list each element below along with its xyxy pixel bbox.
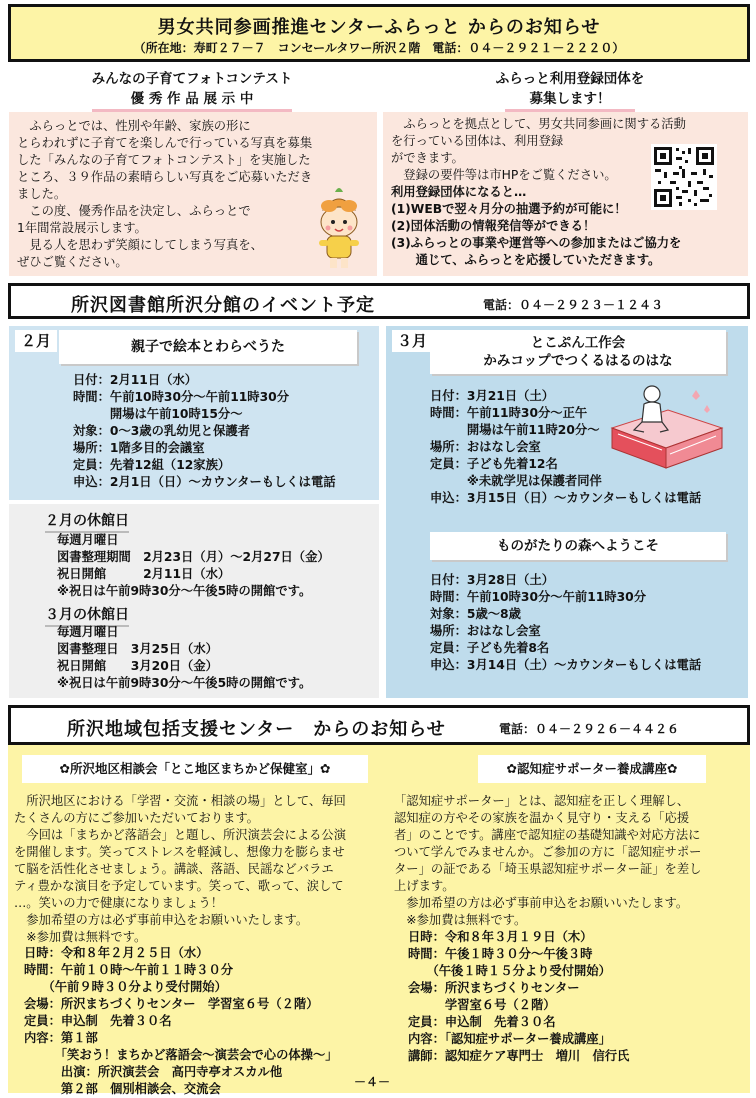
feb-closure-heading: ２月の休館日: [45, 510, 129, 533]
detail-line: 日時：令和８年２月２５日（水）: [24, 946, 209, 960]
detail-line: 講師：認知症ケア専門士 増川 信行氏: [408, 1049, 630, 1063]
closures-panel: [9, 504, 379, 698]
library-header: [8, 283, 750, 319]
detail-line: 内容：第１部: [24, 1031, 98, 1045]
registration-heading-2: 募集します！: [505, 87, 635, 112]
text-line: した「みんなの子育てフォトコンテスト」を実施した: [17, 153, 311, 167]
text-line: ました。: [17, 187, 67, 201]
detail-line: 時間：午後１時３０分～午後３時: [408, 947, 593, 961]
detail-line: 対象：0～3歳の乳幼児と保護者: [73, 424, 250, 438]
detail-line: 時間：午前10時30分～午前11時30分: [430, 590, 647, 604]
consultation-body: [14, 793, 346, 946]
feb-event-details: [73, 372, 336, 491]
qr-code-icon[interactable]: [651, 144, 717, 210]
detail-line: 日付：2月11日（水）: [73, 373, 198, 387]
feb-closure-list: [57, 532, 330, 600]
mar-event1-title-line-1: とこぷん工作会: [530, 335, 626, 351]
registration-heading-1: ふらっと利用登録団体を: [495, 71, 645, 87]
text-line: たくさんの方にご参加いただいております。: [14, 811, 259, 825]
text-line: ※参加費は無料です。: [394, 913, 527, 927]
text-line: (3)ふらっとの事業や運営等への参加またはご協力を: [391, 236, 682, 250]
detail-line: 時間：午前１０時～午前１１時３０分: [24, 963, 234, 977]
detail-line: 時間：午前10時30分～午前11時30分: [73, 390, 290, 404]
detail-line: 日付：3月21日（土）: [430, 389, 555, 403]
detail-line: 申込：2月1日（日）～カウンターもしくは電話: [73, 475, 336, 489]
detail-line: 定員：申込制 先着３０名: [24, 1014, 172, 1028]
detail-line: 場所：おはなし会室: [430, 624, 541, 638]
support-center-phone: 電話：０４－２９２６－４４２６: [499, 722, 680, 736]
text-line: て脳を活性化させましょう。講談、落語、民謡などバラエ: [14, 862, 334, 876]
closure-line: 図書整理日 3月25日（水）: [57, 642, 218, 656]
text-line: ティ豊かな演目を予定しています。笑って、歌って、涙して: [14, 879, 344, 893]
text-line: …。笑いの力で健康になりましょう！: [14, 896, 224, 910]
photo-contest-panel: [9, 112, 377, 276]
text-line: 今回は「まちかど落語会」と題し、所沢演芸会による公演: [14, 828, 347, 842]
photo-contest-body: [17, 118, 312, 271]
detail-line: 対象：5歳～8歳: [430, 607, 521, 621]
library-header-phone: 電話：０４－２９２３－１２４３: [483, 298, 664, 312]
closure-line: 図書整理期間 2月23日（月）～2月27日（金）: [57, 550, 330, 564]
center-header-address: （所在地：寿町２７－７ コンセールタワー所沢２階 電話：０４－２９２１－２２２０）: [133, 41, 625, 55]
detail-line: 場所：1階多目的会議室: [73, 441, 205, 455]
center-header: [8, 4, 750, 62]
text-line: 利用登録団体になると…: [391, 185, 527, 199]
text-line: この度、優秀作品を決定し、ふらっとで: [17, 204, 251, 218]
detail-line: 会場：所沢まちづくりセンター: [408, 981, 580, 995]
text-line: ついて学んでみませんか。ご参加の方に「認知症サポー: [394, 845, 702, 859]
text-line: 参加希望の方は必ず事前申込をお願いいたします。: [394, 896, 689, 910]
photo-contest-heading-2: 優 秀 作 品 展 示 中: [92, 87, 292, 112]
closure-line: ※祝日は午前9時30分～午後5時の開館です。: [57, 676, 312, 690]
mar-event1-title-line-2: かみコップでつくるはるのはな: [483, 353, 673, 369]
detail-line: 定員：先着12組（12家族）: [73, 458, 231, 472]
text-line: 通じて、ふらっとを応援していただきます。: [391, 253, 661, 267]
text-line: 「認知症サポーター」とは、認知症を正しく理解し、: [394, 794, 690, 808]
text-line: ところ、３９作品の素晴らしい写真をご応募いただき: [17, 170, 313, 184]
detail-line: （午後１時１５分より受付開始）: [408, 964, 611, 978]
text-line: ター」の証である「埼玉県認知症サポーター証」を差し: [394, 862, 702, 876]
detail-line: 時間：午前11時30分～正午: [430, 406, 588, 420]
closure-line: ※祝日は午前9時30分～午後5時の開館です。: [57, 584, 312, 598]
closure-line: 祝日開館 2月11日（水）: [57, 567, 231, 581]
feb-event-title: 親子で絵本とわらべうた: [59, 330, 357, 364]
text-line: ができます。: [391, 151, 464, 165]
dementia-course-heading: ✿認知症サポーター養成講座✿: [478, 755, 706, 783]
center-header-title: 男女共同参画推進センターふらっと からのお知らせ: [157, 17, 601, 38]
registration-panel: [383, 112, 748, 276]
detail-line: 定員：申込制 先着３０名: [408, 1015, 556, 1029]
text-line: を開催します。笑ってストレスを軽減し、想像力を膨らませ: [14, 845, 345, 859]
text-line: (1)WEBで翌々月分の抽選予約が可能に！: [391, 202, 627, 216]
mar-event2-title: ものがたりの森へようこそ: [430, 532, 726, 560]
text-line: 登録の要件等は市HPをご覧ください。: [391, 168, 617, 182]
detail-line: 出演：所沢演芸会 高円寺亭オスカル他: [24, 1065, 283, 1079]
mar-closure-list: [57, 624, 311, 692]
dementia-course-body: [394, 793, 701, 929]
text-line: 見る人を思わず笑顔にしてしまう写真を、: [17, 238, 263, 252]
mar-month-badge: ３月: [392, 330, 432, 352]
detail-line: 第２部 個別相談会、交流会: [24, 1082, 221, 1096]
registration-body: [391, 116, 686, 269]
text-line: ※参加費は無料です。: [14, 930, 147, 944]
detail-line: 開場は午前10時15分～: [73, 407, 243, 421]
text-line: ぜひご覧ください。: [17, 255, 128, 269]
text-line: 所沢地区における「学習・交流・相談の場」として、毎回: [14, 794, 346, 808]
detail-line: （午前９時３０分より受付開始）: [24, 980, 227, 994]
detail-line: 定員：子ども先着12名: [430, 457, 558, 471]
detail-line: 学習室６号（２階）: [408, 998, 556, 1012]
text-line: を行っている団体は、利用登録: [391, 134, 564, 148]
detail-line: 申込：3月15日（日）～カウンターもしくは電話: [430, 491, 702, 505]
support-center-header: [8, 705, 750, 745]
detail-line: 会場：所沢まちづくりセンター 学習室６号（２階）: [24, 997, 319, 1011]
mar-event2-details: [430, 572, 701, 674]
detail-line: 場所：おはなし会室: [430, 440, 541, 454]
text-line: (2)団体活動の情報発信等ができる！: [391, 219, 596, 233]
text-line: ふらっとを拠点として、男女共同参画に関する活動: [391, 117, 686, 131]
detail-line: ※未就学児は保護者同伴: [430, 474, 602, 488]
text-line: 1年間常設展示します。: [17, 221, 147, 235]
text-line: 認知症の方やその家族を温かく見守り・支える「応援: [394, 811, 690, 825]
support-center-panel: [8, 745, 750, 1096]
detail-line: 「笑おう！まちかど落語会～演芸会で心の体操～」: [24, 1048, 338, 1062]
text-line: 上げます。: [394, 879, 455, 893]
detail-line: 日時：令和８年３月１９日（木）: [408, 930, 593, 944]
detail-line: 申込：3月14日（土）～カウンターもしくは電話: [430, 658, 702, 672]
support-center-title: 所沢地域包括支援センター からのお知らせ: [67, 719, 446, 740]
detail-line: 定員：子ども先着8名: [430, 641, 550, 655]
text-line: とらわれずに子育てを楽しんで行っている写真を募集: [17, 136, 313, 150]
closure-line: 毎週月曜日: [57, 533, 119, 547]
detail-line: 開場は午前11時20分～: [430, 423, 600, 437]
detail-line: 日付：3月28日（土）: [430, 573, 555, 587]
mascot-illustration: [309, 186, 369, 272]
mar-event1-title: [430, 330, 726, 374]
detail-line: 内容：「認知症サポーター養成講座」: [408, 1032, 611, 1046]
closure-line: 毎週月曜日: [57, 625, 119, 639]
text-line: 参加希望の方は必ず事前申込をお願いいたします。: [14, 913, 309, 927]
feb-month-badge: ２月: [15, 330, 57, 352]
photo-contest-heading-1: みんなの子育てフォトコンテスト: [91, 71, 293, 87]
mar-events-panel: [386, 326, 748, 698]
consultation-details: [24, 945, 338, 1098]
dementia-course-details: [408, 929, 629, 1065]
closure-line: 祝日開館 3月20日（金）: [57, 659, 218, 673]
text-line: ふらっとでは、性別や年齢、家族の形に: [17, 119, 251, 133]
page-number: －４－: [354, 1075, 391, 1089]
consultation-heading: ✿所沢地区相談会「とこ地区まちかど保健室」✿: [22, 755, 368, 783]
library-header-title: 所沢図書館所沢分館のイベント予定: [71, 295, 375, 316]
child-on-cushion-illustration: [604, 382, 726, 474]
feb-event-panel: [9, 326, 379, 500]
text-line: 者」のことです。講座で認知症の基礎知識や対応方法に: [394, 828, 701, 842]
mar-closure-heading: ３月の休館日: [45, 604, 129, 627]
